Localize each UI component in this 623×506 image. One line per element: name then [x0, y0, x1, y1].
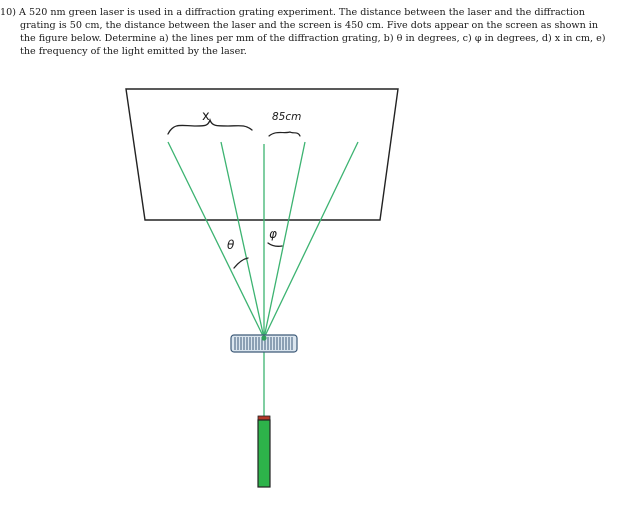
problem-line-4: the frequency of the light emitted by the laser.	[20, 46, 247, 57]
diffraction-grating	[231, 335, 297, 352]
problem-line-3: the figure below. Determine a) the lines per mm of the diffraction grating, b) θ in degrees, c) φ in degrees, d) x in cm, e)	[20, 33, 606, 44]
problem-text-1: A 520 nm green laser is used in a diffraction grating experiment. The distance between the laser and the diffraction	[19, 7, 585, 18]
laser	[258, 416, 270, 487]
label-theta: θ	[227, 238, 235, 252]
label-x: x	[202, 109, 210, 124]
label-distance: 85cm	[272, 111, 302, 123]
grating-center-spot	[261, 335, 266, 340]
phi-arc	[268, 243, 282, 246]
problem-line-2: grating is 50 cm, the distance between the laser and the screen is 450 cm. Five dots appear on the screen as shown in	[20, 20, 599, 31]
theta-arc	[234, 258, 248, 268]
screen	[126, 89, 398, 220]
laser-body	[258, 420, 270, 487]
problem-number: 10)	[0, 7, 16, 18]
label-phi: φ	[269, 227, 277, 241]
